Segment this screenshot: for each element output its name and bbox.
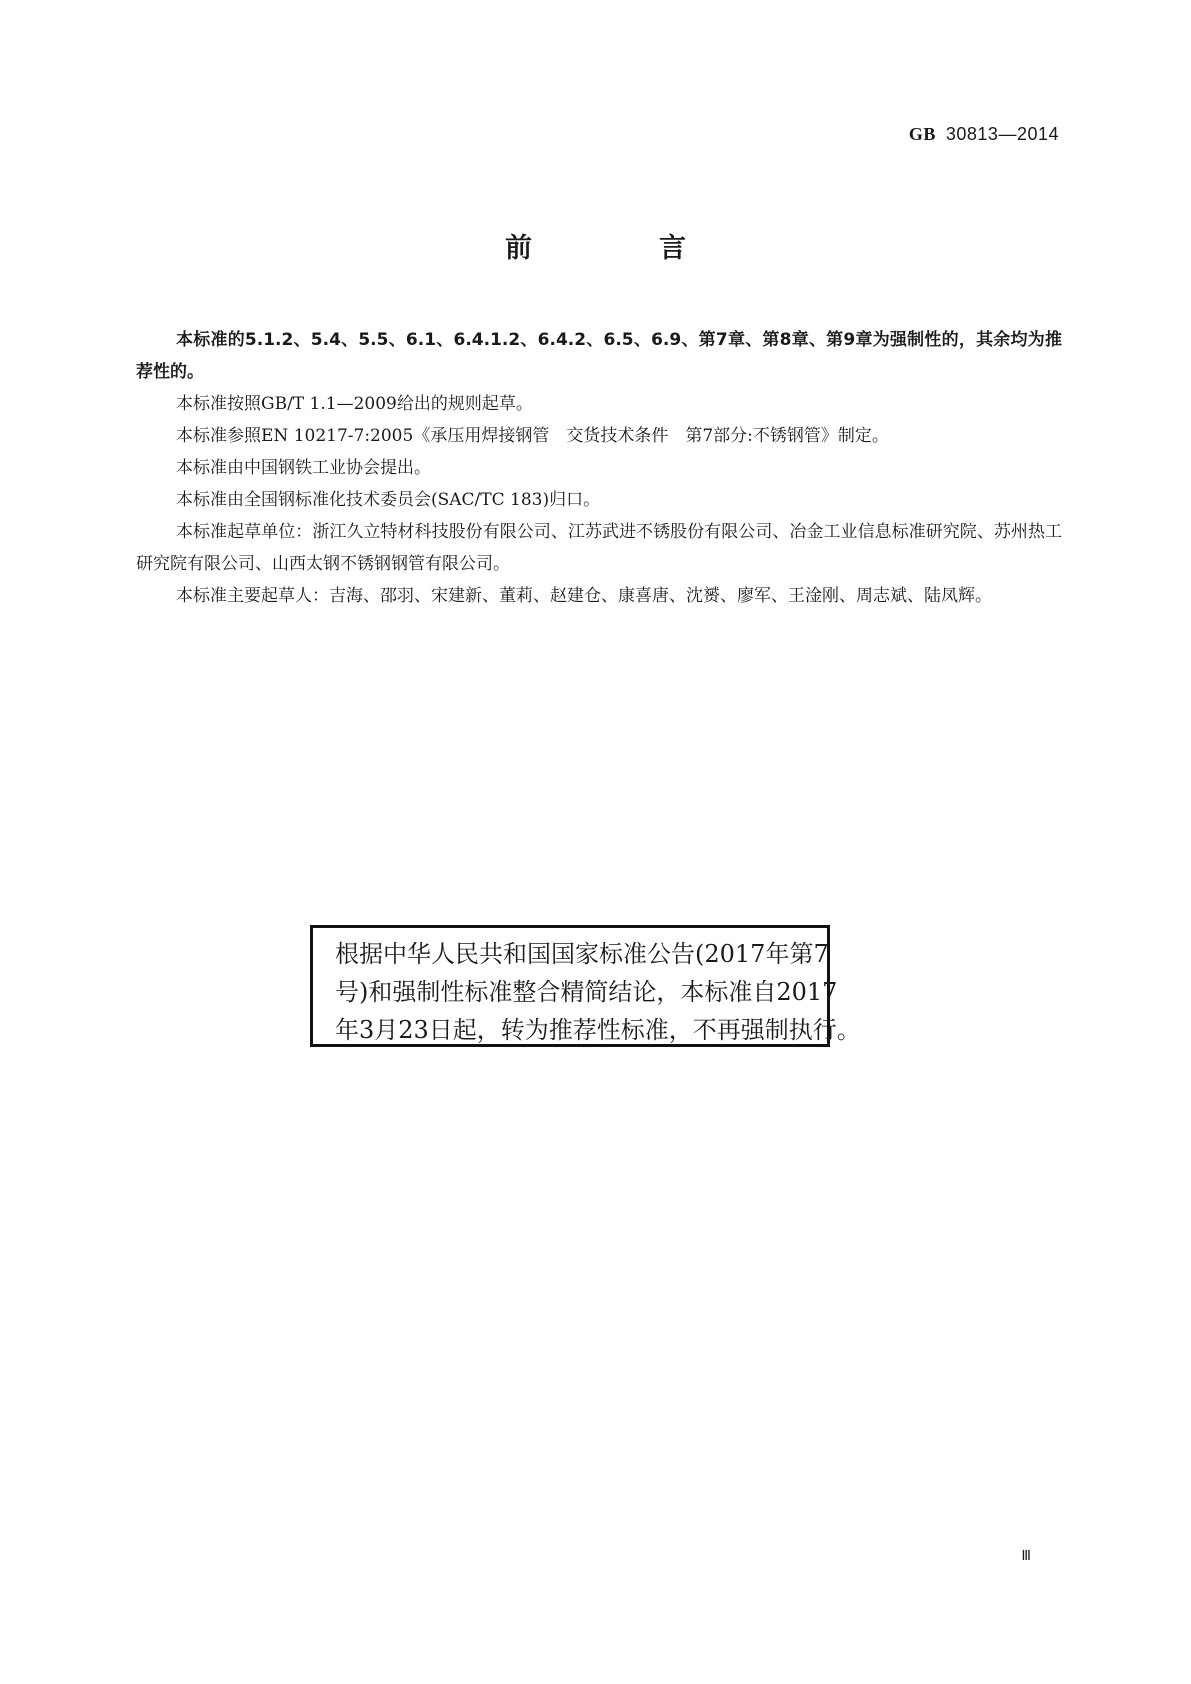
standard-code: GB (908, 124, 936, 144)
paragraph-committee: 本标准由全国钢标准化技术委员会(SAC/TC 183)归口。 (176, 490, 601, 510)
notice-line: 年3月23日起，转为推荐性标准，不再强制执行。 (335, 1016, 861, 1044)
notice-box (310, 925, 861, 1047)
page-title: 前 言 (505, 233, 736, 264)
paragraph-proposer: 本标准由中国钢铁工业协会提出。 (176, 458, 431, 478)
standard-year: 30813—2014 (945, 124, 1059, 144)
foreword-body (136, 324, 1062, 612)
paragraph-drafters: 本标准主要起草人：吉海、邵羽、宋建新、董莉、赵建仓、康喜唐、沈赟、廖军、王淦刚、周志斌、陆凤辉。 (176, 586, 992, 606)
standard-number (909, 124, 1059, 145)
notice-line: 根据中华人民共和国国家标准公告(2017年第7 (335, 940, 829, 968)
paragraph-drafting-units: 本标准起草单位：浙江久立特材科技股份有限公司、江苏武进不锈股份有限公司、冶金工业信息标准研究院、苏州热工研究院有限公司、山西太钢不锈钢钢管有限公司。 (136, 522, 1062, 574)
page-number: Ⅲ (1021, 1549, 1031, 1564)
paragraph-reference-standard: 本标准参照EN 10217-7:2005《承压用焊接钢管 交货技术条件 第7部分:不锈钢管》制定。 (176, 426, 889, 446)
notice-line: 号)和强制性标准整合精简结论，本标准自2017 (335, 978, 838, 1006)
paragraph-mandatory-clauses: 本标准的5.1.2、5.4、5.5、6.1、6.4.1.2、6.4.2、6.5、6.9、第7章、第8章、第9章为强制性的，其余均为推荐性的。 (136, 330, 1062, 382)
paragraph-drafting-rules: 本标准按照GB/T 1.1—2009给出的规则起草。 (176, 394, 533, 414)
